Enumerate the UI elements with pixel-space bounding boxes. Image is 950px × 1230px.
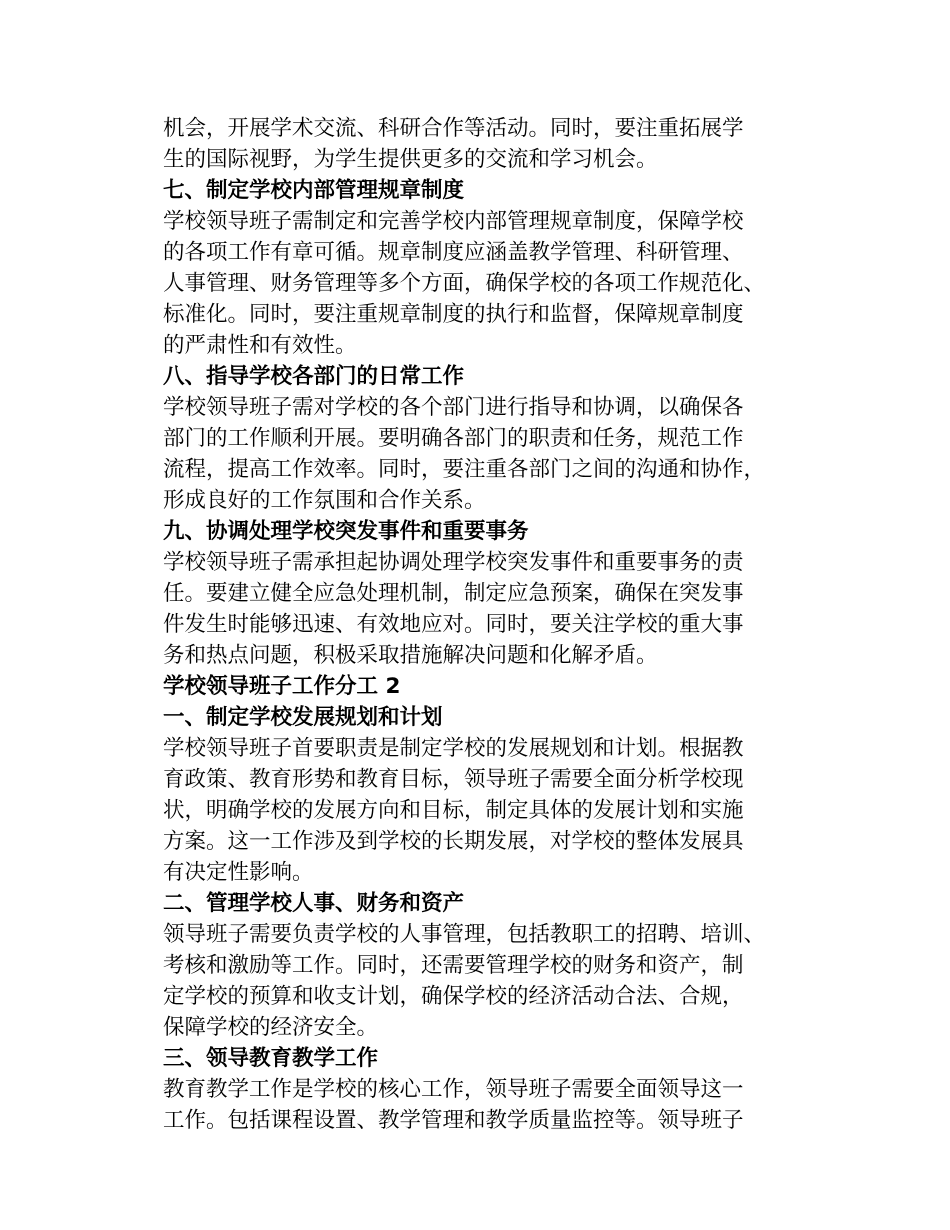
section-heading: 二、管理学校人事、财务和资产 <box>163 891 465 916</box>
body-text-line: 的严肃性和有效性。 <box>163 333 357 358</box>
body-text-line: 机会，开展学术交流、科研合作等活动。同时，要注重拓展学 <box>163 116 744 141</box>
body-text-line: 工作。包括课程设置、教学管理和教学质量监控等。领导班子 <box>163 1108 744 1133</box>
body-text-line: 状，明确学校的发展方向和目标，制定具体的发展计划和实施 <box>163 798 744 823</box>
section-heading: 九、协调处理学校突发事件和重要事务 <box>163 519 529 544</box>
body-text-line: 学校领导班子首要职责是制定学校的发展规划和计划。根据教 <box>163 736 744 761</box>
body-text-line: 任。要建立健全应急处理机制，制定应急预案，确保在突发事 <box>163 581 744 606</box>
section-heading: 八、指导学校各部门的日常工作 <box>163 364 465 389</box>
body-text-line: 流程，提高工作效率。同时，要注重各部门之间的沟通和协作， <box>163 457 766 482</box>
body-text-line: 生的国际视野，为学生提供更多的交流和学习机会。 <box>163 147 658 172</box>
body-text-line: 教育教学工作是学校的核心工作，领导班子需要全面领导这一 <box>163 1077 744 1102</box>
body-text-line: 方案。这一工作涉及到学校的长期发展，对学校的整体发展具 <box>163 829 744 854</box>
document-page <box>163 113 803 1136</box>
body-text-line: 定学校的预算和收支计划，确保学校的经济活动合法、合规， <box>163 984 744 1009</box>
section-heading: 一、制定学校发展规划和计划 <box>163 705 443 730</box>
body-text-line: 务和热点问题，积极采取措施解决问题和化解矛盾。 <box>163 643 658 668</box>
body-text-line: 领导班子需要负责学校的人事管理，包括教职工的招聘、培训、 <box>163 922 766 947</box>
body-text-line: 件发生时能够迅速、有效地应对。同时，要关注学校的重大事 <box>163 612 744 637</box>
body-text-line: 保障学校的经济安全。 <box>163 1015 379 1040</box>
body-text-line: 考核和激励等工作。同时，还需要管理学校的财务和资产，制 <box>163 953 744 978</box>
body-text-line: 学校领导班子需对学校的各个部门进行指导和协调，以确保各 <box>163 395 744 420</box>
body-text-line: 学校领导班子需承担起协调处理学校突发事件和重要事务的责 <box>163 550 744 575</box>
section-heading: 七、制定学校内部管理规章制度 <box>163 178 465 203</box>
body-text-line: 学校领导班子需制定和完善学校内部管理规章制度，保障学校 <box>163 209 744 234</box>
body-text-line: 标准化。同时，要注重规章制度的执行和监督，保障规章制度 <box>163 302 744 327</box>
section-heading: 三、领导教育教学工作 <box>163 1046 379 1071</box>
body-text-line: 部门的工作顺利开展。要明确各部门的职责和任务，规范工作 <box>163 426 744 451</box>
body-text-line: 的各项工作有章可循。规章制度应涵盖教学管理、科研管理、 <box>163 240 744 265</box>
body-text-line: 人事管理、财务管理等多个方面，确保学校的各项工作规范化、 <box>163 271 766 296</box>
document-title: 学校领导班子工作分工 2 <box>163 674 401 699</box>
body-text-line: 育政策、教育形势和教育目标，领导班子需要全面分析学校现 <box>163 767 744 792</box>
body-text-line: 形成良好的工作氛围和合作关系。 <box>163 488 486 513</box>
body-text-line: 有决定性影响。 <box>163 860 314 885</box>
